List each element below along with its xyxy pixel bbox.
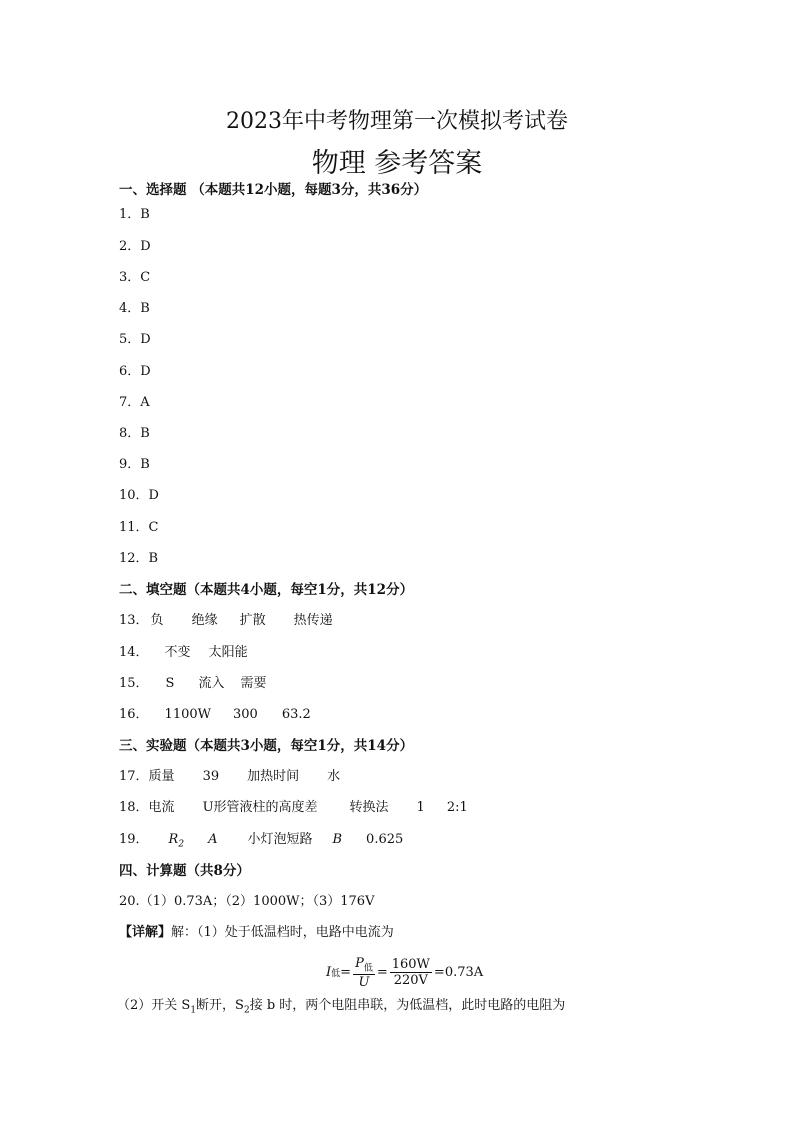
answer-item: 5．D xyxy=(119,332,151,347)
t: 断开，S xyxy=(196,998,244,1013)
f-psub: 低 xyxy=(363,963,373,974)
ans: 需要 xyxy=(240,676,267,691)
ans: 太阳能 xyxy=(208,645,248,660)
ans: A xyxy=(208,832,218,847)
detail-text: 解：（1）处于低温档时，电路中电流为 xyxy=(171,925,394,940)
exam-title: 2023年中考物理第一次模拟考试卷 xyxy=(226,109,568,134)
section-heading-calculation: 四、计算题（共8分） xyxy=(119,863,250,879)
f-result: =0.73A xyxy=(433,965,484,981)
answer-item: 4．B xyxy=(119,301,150,316)
answer-item-17 xyxy=(119,769,340,785)
answer-subtitle: 物理 参考答案 xyxy=(311,148,483,179)
ans xyxy=(169,832,185,853)
answer-item-13 xyxy=(119,613,333,629)
ans: B xyxy=(332,832,343,847)
r-symbol: R xyxy=(168,832,179,847)
ans: S xyxy=(165,676,175,691)
detail-label: 【详解】 xyxy=(119,925,172,940)
ans: 转换法 xyxy=(349,800,389,815)
ans: 质量 xyxy=(148,769,175,784)
answer-item: 1．B xyxy=(119,207,150,222)
q-num: 16． xyxy=(119,707,149,722)
answer-item-16 xyxy=(119,707,311,723)
f-isub: 低 xyxy=(331,969,341,980)
f-num: 160W xyxy=(391,957,430,973)
f-i: I xyxy=(326,965,332,981)
ans: 1 xyxy=(416,800,425,815)
q-num: 15． xyxy=(119,676,149,691)
detail-line-2 xyxy=(117,998,565,1019)
ans: 加热时间 xyxy=(247,769,300,784)
answer-item: 12．B xyxy=(119,551,159,566)
section-heading-fill: 二、填空题（本题共4小题，每空1分，共12分） xyxy=(119,582,414,598)
answer-item-15 xyxy=(119,676,266,692)
ans: U形管液柱的高度差 xyxy=(202,800,318,815)
q-num: 13． xyxy=(119,613,149,628)
answer-item: 3．C xyxy=(119,270,151,285)
f-eq: = xyxy=(340,965,352,981)
fraction-p-u xyxy=(353,956,375,990)
ans: 扩散 xyxy=(239,613,266,628)
ans: 1100W xyxy=(164,707,211,722)
ans: 流入 xyxy=(198,676,225,691)
ans: 绝缘 xyxy=(191,613,218,628)
q-num: 18． xyxy=(119,800,149,815)
detail-line xyxy=(119,925,394,941)
t: （2）开关 S xyxy=(117,998,191,1013)
answer-item: 8．B xyxy=(119,426,150,441)
s2-sub: 2 xyxy=(243,1005,250,1016)
f-p: P xyxy=(355,956,364,971)
q-num: 19． xyxy=(119,832,149,847)
answer-item: 6．D xyxy=(119,364,151,379)
answer-item-19 xyxy=(119,832,403,853)
ans: 2:1 xyxy=(446,800,468,815)
ans: 不变 xyxy=(164,645,191,660)
fraction-values xyxy=(390,957,432,988)
answer-item: 9．B xyxy=(119,457,150,472)
answer-item-20: 20.（1）0.73A；（2）1000W；（3）176V xyxy=(119,894,375,909)
ans: 300 xyxy=(233,707,258,722)
section-heading-choice: 一、选择题 （本题共12小题，每题3分，共36分） xyxy=(119,182,428,198)
ans: 0.625 xyxy=(366,832,404,847)
q-num: 14． xyxy=(119,645,149,660)
answer-item: 11．C xyxy=(119,520,159,535)
f-den: 220V xyxy=(393,973,428,989)
ans: 负 xyxy=(150,613,164,628)
r-subscript: 2 xyxy=(178,839,185,850)
section-heading-experiment: 三、实验题（本题共3小题，每空1分，共14分） xyxy=(119,738,414,754)
ans: 水 xyxy=(327,769,341,784)
answer-item-14 xyxy=(119,645,248,661)
answer-item: 2．D xyxy=(119,239,151,254)
ans: 39 xyxy=(202,769,220,784)
answer-item: 7．A xyxy=(119,395,150,410)
answer-item-18 xyxy=(119,800,468,816)
ans: 小灯泡短路 xyxy=(247,832,313,847)
answer-item: 10．D xyxy=(119,488,159,503)
ans: 电流 xyxy=(148,800,175,815)
ans: 63.2 xyxy=(281,707,311,722)
t: 接 b 时，两个电阻串联，为低温档，此时电路的电阻为 xyxy=(249,998,566,1013)
f-eq: = xyxy=(376,965,388,981)
s1-sub: 1 xyxy=(190,1005,197,1016)
ans: 热传递 xyxy=(293,613,333,628)
current-formula xyxy=(326,956,483,990)
q-num: 17． xyxy=(119,769,149,784)
f-u: U xyxy=(358,974,370,990)
